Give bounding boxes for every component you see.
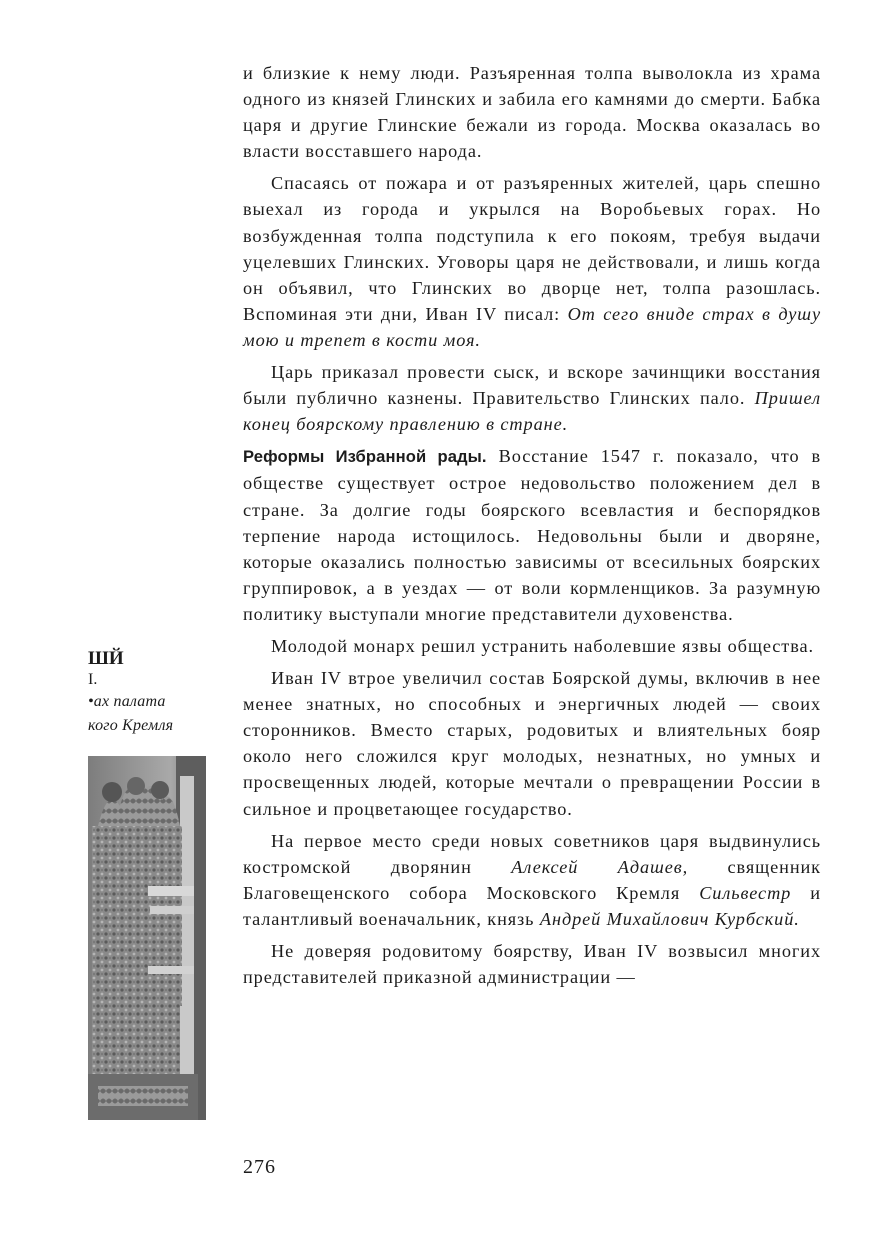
paragraph-2 [243, 170, 821, 353]
paragraph-2-quote: От сего вниде страх в душу мою и трепет в кости моя. [243, 303, 821, 350]
main-text [243, 60, 821, 996]
paragraph-3 [243, 359, 821, 437]
sidebar-title: ШЙ [88, 648, 124, 669]
paragraph-3-italic: Пришел конец боярскому правлению в стране. [243, 388, 821, 435]
carved-wooden-throne-photo-icon [88, 756, 206, 1120]
paragraph-6: Иван IV втрое увеличил состав Боярской думы, включив в нее менее знатных, но способных и энергичных людей — своих сторонников. Вместо старых, родовитых и влиятельных бояр около него сложился круг молодых, незнатных, но умных и просвещенных людей, которые мечтали о превращении России в сильное и процветающее государство. [243, 668, 821, 819]
paragraph-7-a: На первое место среди новых советников царя выдвинулись костромской дворянин [243, 830, 821, 877]
section-heading: Реформы Избранной рады. [243, 447, 487, 467]
paragraph-7-c: и талантливый военачальник, князь [243, 882, 821, 929]
name-kurbsky: Андрей Михайлович Курбский. [539, 908, 800, 929]
name-adashev: Алексей Адашев, [511, 856, 689, 877]
paragraph-3-text: Царь приказал провести сыск, и вскоре зачинщики восстания были публично казнены. Правительство Глинских пало. [243, 362, 821, 409]
page-number: 276 [243, 1156, 276, 1178]
paragraph-7 [243, 828, 821, 932]
sidebar-caption [88, 648, 218, 738]
paragraph-5: Молодой монарх решил устранить наболевшие язвы общества. [271, 635, 814, 656]
paragraph-4-text: Восстание 1547 г. показало, что в обществе существует острое недовольство положением дел в стране. За долгие годы боярского всевластия и беспорядков терпение народа истощилось. Недовольны были и дворяне, которые оказались полностью зависимы от всесильных боярских группировок, а в уездах — от воли кормленщиков. За разумную политику выступали многие представители духовенства. [243, 446, 821, 624]
paragraph-4 [243, 443, 821, 627]
sidebar-numeral: I. [88, 671, 98, 688]
sidebar-caption-line-2: кого Кремля [88, 717, 174, 734]
paragraph-2-text: Спасаясь от пожара и от разъяренных жителей, царь спешно выехал из города и укрылся на Воробьевых горах. Но возбужденная толпа подступила к его покоям, требуя выдачи уцелевших Глинских. Уговоры царя не действовали, и лишь когда он объявил, что Глинских во дворце нет, толпа разошлась. Вспоминая эти дни, Иван IV писал: [243, 173, 821, 324]
paragraph-7-b: священник Благовещенского собора Московского Кремля [243, 856, 821, 903]
name-silvestr: Сильвестр [699, 882, 792, 903]
paragraph-8: Не доверяя родовитому боярству, Иван IV возвысил многих представителей приказной администрации — [243, 941, 821, 988]
paragraph-1: и близкие к нему люди. Разъяренная толпа выволокла из храма одного из князей Глинских и забила его камнями до смерти. Бабка царя и другие Глинские бежали из города. Москва оказалась во власти восставшего народа. [243, 63, 821, 162]
throne-photo [88, 756, 206, 1120]
sidebar-caption-line-1: •ах палата [88, 693, 166, 710]
